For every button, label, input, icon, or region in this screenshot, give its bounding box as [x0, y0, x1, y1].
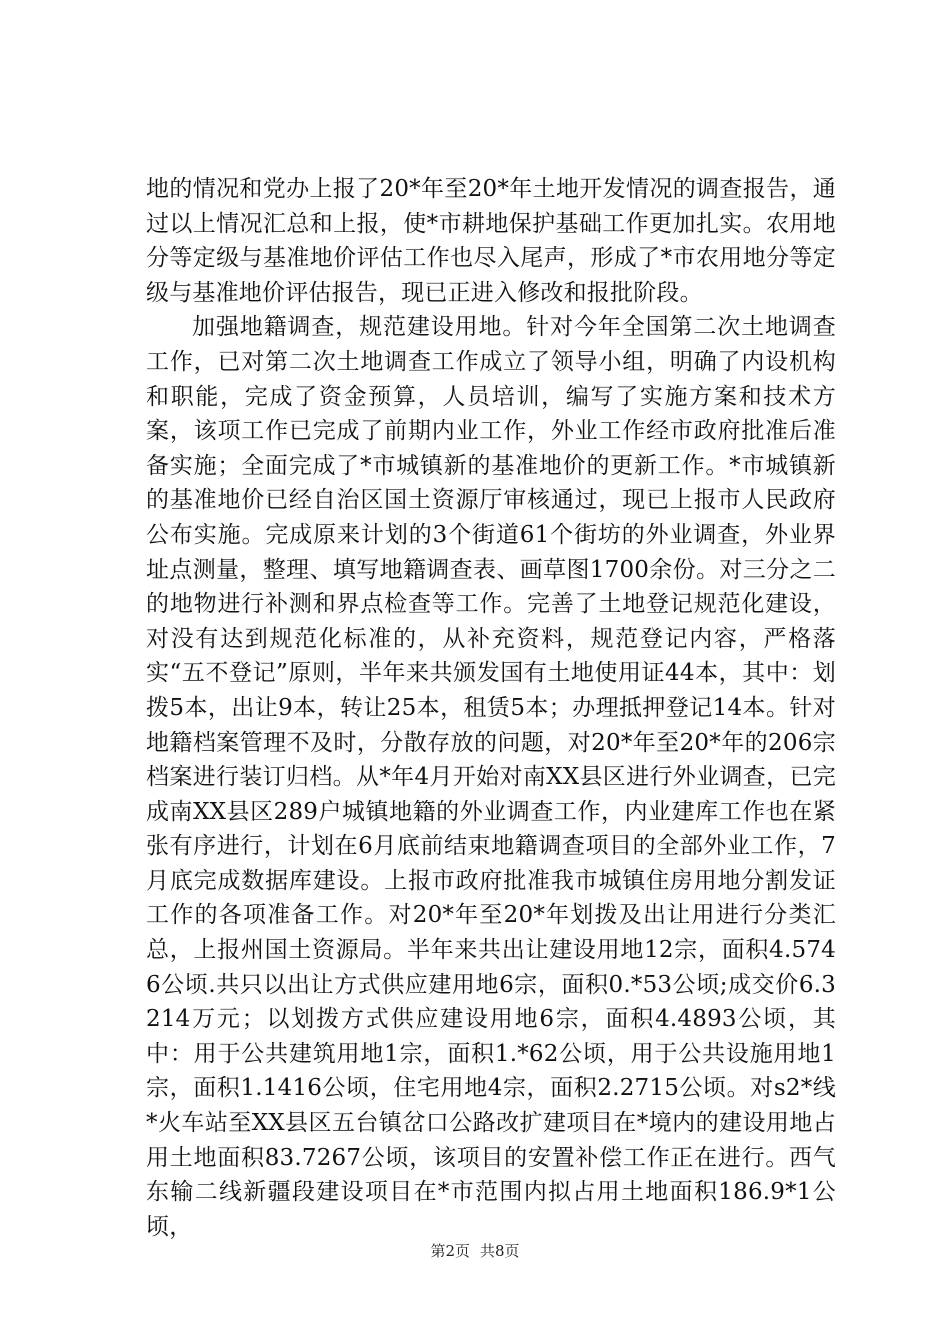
page-footer — [0, 1240, 950, 1261]
page-number: 第2页 — [430, 1242, 470, 1260]
paragraph-2: 加强地籍调查，规范建设用地。针对今年全国第二次土地调查工作，已对第二次土地调查工作成立了领导小组，明确了内设机构和职能，完成了资金预算，人员培训，编写了实施方案和技术方案，该项工作已完成了前期内业工作，外业工作经市政府批准后准备实施；全面完成了*市城镇新的基准地价的更新工作。*市城镇新的基准地价已经自治区国土资源厅审核通过，现已上报市人民政府公布实施。完成原来计划的3个街道61个街坊的外业调查，外业界址点测量，整理、填写地籍调查表、画草图1700余份。对三分之二的地物进行补测和界点检查等工作。完善了土地登记规范化建设，对没有达到规范化标准的，从补充资料，规范登记内容，严格落实“五不登记”原则，半年来共颁发国有土地使用证44本，其中：划拨5本，出让9本，转让25本，租赁5本；办理抵押登记14本。针对地籍档案管理不及时，分散存放的问题，对20*年至20*年的206宗档案进行装订归档。从*年4月开始对南XX县区进行外业调查，已完成南XX县区289户城镇地籍的外业调查工作，内业建库工作也在紧张有序进行，计划在6月底前结束地籍调查项目的全部外业工作，7月底完成数据库建设。上报市政府批准我市城镇住房用地分割发证工作的各项准备工作。对20*年至20*年划拨及出让用进行分类汇总，上报州国土资源局。半年来共出让建设用地12宗，面积4.5746公顷.共只以出让方式供应建用地6宗，面积0.*53公顷;成交价6.3214万元；以划拨方式供应建设用地6宗，面积4.4893公顷，其中：用于公共建筑用地1宗，面积1.*62公顷，用于公共设施用地1宗，面积1.1416公顷，住宅用地4宗，面积2.2715公顷。对s2*线*火车站至XX县区五台镇岔口公路改扩建项目在*境内的建设用地占用土地面积83.7267公顷，该项目的安置补偿工作正在进行。西气东输二线新疆段建设项目在*市范围内拟占用土地面积186.9*1公顷， — [146, 314, 836, 1240]
document-body — [146, 172, 836, 1244]
page-total: 共8页 — [480, 1242, 520, 1260]
paragraph-1: 地的情况和党办上报了20*年至20*年土地开发情况的调查报告，通过以上情况汇总和上报，使*市耕地保护基础工作更加扎实。农用地分等定级与基准地价评估工作也尽入尾声，形成了*市农用地分等定级与基准地价评估报告，现已正进入修改和报批阶段。 — [146, 176, 836, 306]
